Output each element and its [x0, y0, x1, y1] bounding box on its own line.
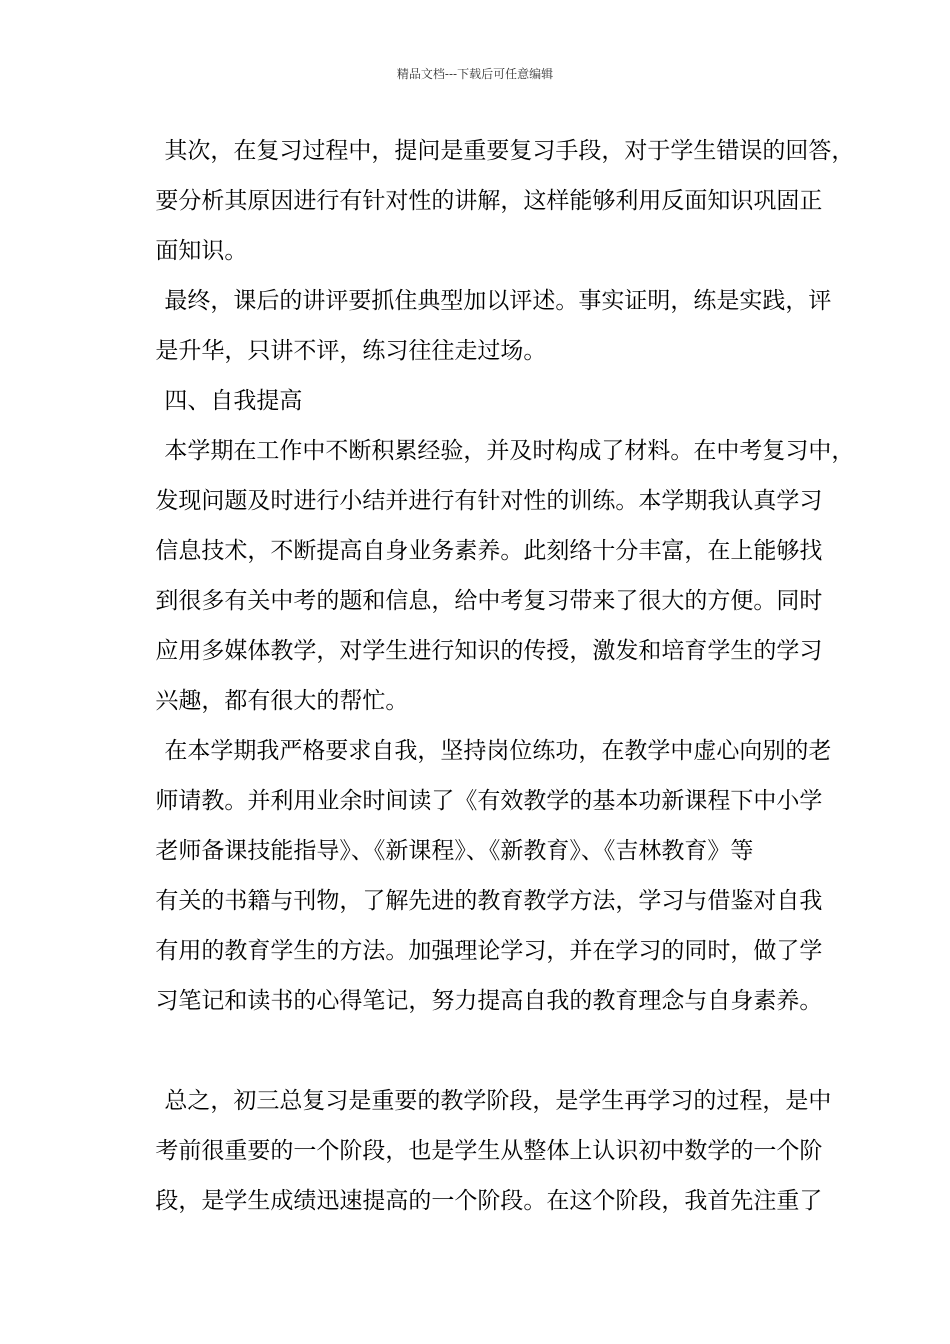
text-line: 在本学期我严格要求自我，坚持岗位练功，在教学中虚心向别的老 [164, 738, 832, 764]
text-line: 到很多有关中考的题和信息，给中考复习带来了很大的方便。同时 [155, 588, 823, 614]
paragraph-spacer [145, 1026, 815, 1076]
page-header: 精品文档---下载后可任意编辑 [396, 67, 554, 81]
text-line: 最终，课后的讲评要抓住典型加以评述。事实证明，练是实践，评 [164, 288, 832, 314]
text-line: 面知识。 [155, 238, 248, 264]
text-line: 段，是学生成绩迅速提高的一个阶段。在这个阶段，我首先注重了 [155, 1188, 823, 1214]
text-line: 总之，初三总复习是重要的教学阶段，是学生再学习的过程，是中 [164, 1088, 832, 1114]
paragraph-self-discipline [145, 726, 832, 1026]
text-line: 习笔记和读书的心得笔记，努力提高自我的教育理念与自身素养。 [155, 988, 823, 1014]
text-line: 本学期在工作中不断积累经验，并及时构成了材料。在中考复习中， [164, 438, 855, 464]
text-line: 有用的教育学生的方法。加强理论学习，并在学习的同时，做了学 [155, 938, 823, 964]
text-line: 师请教。并利用业余时间读了《有效教学的基本功新课程下中小学 [155, 788, 823, 814]
text-line: 是升华，只讲不评，练习往往走过场。 [155, 338, 547, 364]
text-line: 发现问题及时进行小结并进行有针对性的训练。本学期我认真学习 [155, 488, 823, 514]
text-line: 其次，在复习过程中，提问是重要复习手段，对于学生错误的回答， [164, 138, 855, 164]
heading-line: 四、自我提高 [164, 388, 303, 414]
text-line: 兴趣，都有很大的帮忙。 [155, 688, 409, 714]
paragraph-review-feedback [145, 276, 832, 376]
text-line: 要分析其原因进行有针对性的讲解，这样能够利用反面知识巩固正 [155, 188, 823, 214]
text-line: 考前很重要的一个阶段，也是学生从整体上认识初中数学的一个阶 [155, 1138, 823, 1164]
text-line: 信息技术，不断提高自身业务素养。此刻络十分丰富，在上能够找 [155, 538, 823, 564]
paragraph-self-improvement [145, 426, 855, 726]
text-line: 老师备课技能指导》、《新课程》、《新教育》、《吉林教育》等 [155, 838, 754, 864]
section-heading [145, 376, 815, 426]
text-line: 应用多媒体教学，对学生进行知识的传授，激发和培育学生的学习 [155, 638, 823, 664]
paragraph-review-questions [145, 126, 855, 276]
document-body [145, 126, 855, 1226]
text-line: 有关的书籍与刊物，了解先进的教育教学方法，学习与借鉴对自我 [155, 888, 823, 914]
paragraph-summary [145, 1076, 832, 1226]
